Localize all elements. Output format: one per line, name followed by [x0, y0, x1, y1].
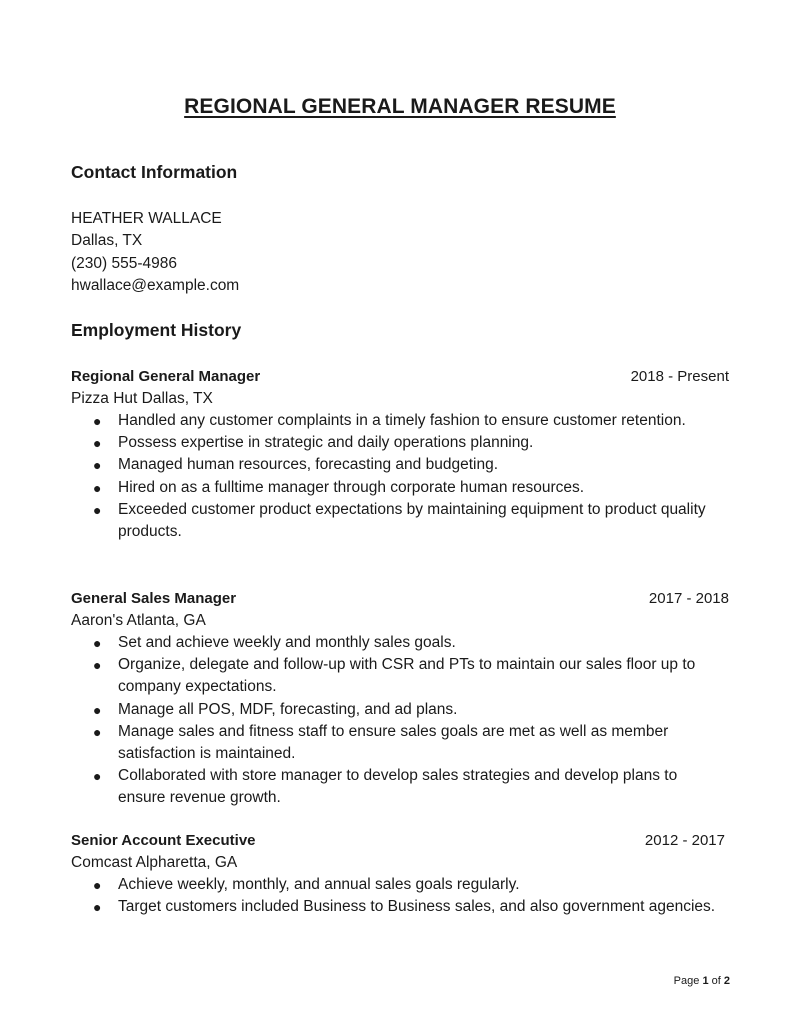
job-title: Regional General Manager — [71, 368, 261, 385]
bullet-icon: ● — [93, 413, 102, 429]
bullet-icon: ● — [93, 899, 102, 916]
bullet-icon: ● — [93, 657, 102, 674]
job-header — [71, 830, 731, 852]
bullet-icon: ● — [93, 701, 102, 718]
job-title: General Sales Manager — [71, 590, 237, 607]
job-bullet — [71, 632, 718, 654]
contact-phone: (230) 555-4986 — [71, 255, 177, 272]
contact-name: HEATHER WALLACE — [71, 210, 222, 227]
bullet-icon: ● — [93, 501, 102, 518]
job-bullet — [71, 499, 718, 543]
page-number — [674, 975, 730, 987]
bullet-text: Achieve weekly, monthly, and annual sales goals regularly. — [118, 876, 520, 893]
bullet-icon: ● — [93, 635, 102, 651]
job-bullet — [71, 896, 718, 918]
bullet-text: Hired on as a fulltime manager through corporate human resources. — [118, 478, 585, 496]
job-bullet — [71, 454, 718, 476]
contact-email: hwallace@example.com — [71, 277, 240, 294]
job-header — [71, 588, 731, 610]
job-entry — [71, 830, 731, 918]
bullet-text: Managed human resources, forecasting and budgeting. — [118, 456, 498, 474]
bullet-text: Manage sales and fitness staff to ensure sales goals are met as well as member satisfaction is maintained. — [118, 722, 669, 763]
employment-heading: Employment History — [71, 320, 242, 340]
page-current: 1 — [702, 975, 709, 987]
bullet-text: Exceeded customer product expectations by maintaining equipment to product quality products. — [118, 500, 706, 541]
page-of: of — [711, 975, 721, 987]
bullet-icon: ● — [93, 877, 102, 893]
job-bullet-list — [71, 874, 731, 918]
job-bullet — [71, 410, 718, 432]
bullet-text: Organize, delegate and follow-up with CSR and PTs to maintain our sales floor up to company expectations. — [118, 656, 696, 696]
job-bullet — [71, 654, 718, 698]
job-dates: 2017 - 2018 — [648, 590, 729, 607]
job-entry — [71, 366, 731, 543]
bullet-text: Set and achieve weekly and monthly sales goals. — [118, 634, 456, 651]
job-company: Comcast Alpharetta, GA — [71, 854, 238, 871]
bullet-icon: ● — [93, 435, 102, 452]
job-bullet — [71, 721, 718, 765]
page-total: 2 — [723, 975, 730, 987]
job-bullet — [71, 765, 718, 809]
bullet-text: Manage all POS, MDF, forecasting, and ad plans. — [118, 700, 458, 718]
job-dates: 2018 - Present — [630, 368, 729, 385]
job-company: Aaron's Atlanta, GA — [71, 612, 206, 629]
contact-heading: Contact Information — [71, 162, 238, 182]
job-dates: 2012 - 2017 — [644, 832, 725, 849]
bullet-text: Handled any customer complaints in a timely fashion to ensure customer retention. — [118, 412, 686, 429]
job-bullet — [71, 874, 718, 896]
job-title: Senior Account Executive — [71, 832, 256, 849]
document-title: REGIONAL GENERAL MANAGER RESUME — [184, 95, 616, 118]
bullet-icon: ● — [93, 457, 102, 474]
page-label: Page — [673, 975, 700, 987]
job-company: Pizza Hut Dallas, TX — [71, 390, 213, 407]
job-bullet — [71, 432, 718, 454]
job-bullet — [71, 477, 718, 499]
bullet-text: Target customers included Business to Business sales, and also government agencies. — [118, 898, 716, 916]
contact-location: Dallas, TX — [71, 232, 143, 249]
job-header — [71, 366, 731, 388]
bullet-icon: ● — [93, 723, 102, 740]
bullet-icon: ● — [93, 768, 102, 785]
bullet-text: Possess expertise in strategic and daily operations planning. — [118, 434, 534, 452]
job-bullet-list — [71, 410, 731, 543]
job-bullet-list — [71, 632, 731, 810]
job-bullet — [71, 699, 718, 721]
job-entry — [71, 588, 731, 810]
bullet-text: Collaborated with store manager to develop sales strategies and develop plans to ensure revenue growth. — [118, 767, 678, 807]
bullet-icon: ● — [93, 479, 102, 496]
